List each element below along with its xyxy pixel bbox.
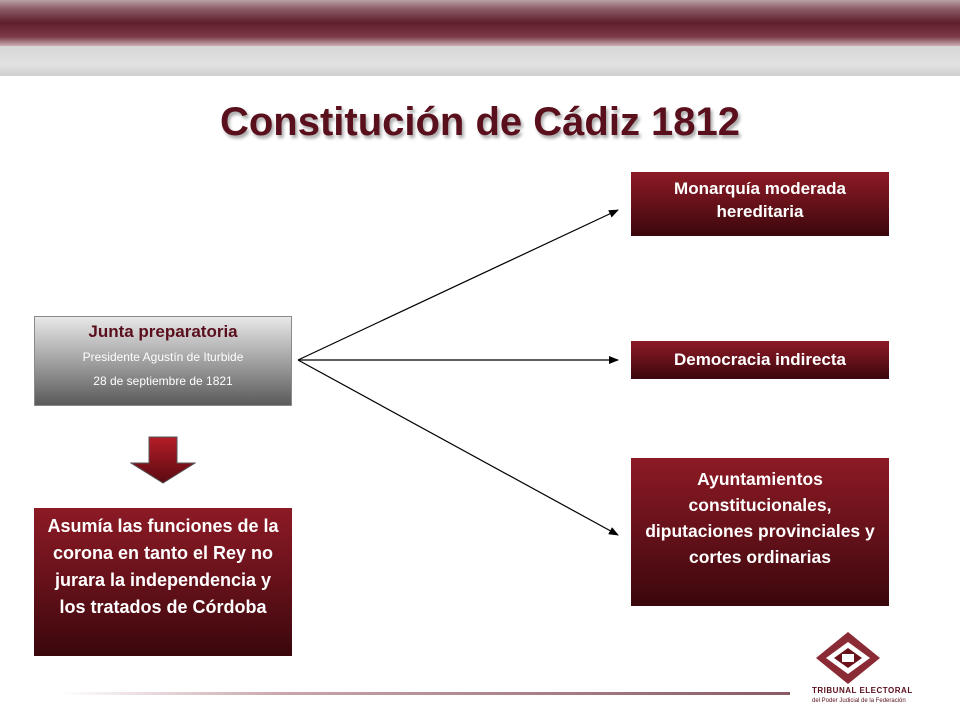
asumia-text: Asumía las funciones de la corona en tanto el Rey no jurara la independencia y los tratados de Córdoba	[47, 516, 279, 617]
logo-subtitle: del Poder Judicial de la Federación	[812, 698, 906, 704]
arrow-to-ayuntamientos	[298, 360, 618, 535]
democracia-text: Democracia indirecta	[674, 350, 846, 369]
junta-date: 28 de septiembre de 1821	[93, 374, 233, 388]
bottom-divider	[60, 692, 790, 695]
monarquia-box	[631, 172, 889, 236]
ayuntamientos-box	[631, 458, 889, 606]
junta-president: Presidente Agustín de Iturbide	[82, 350, 244, 364]
monarquia-text: Monarquía moderada hereditaria	[674, 179, 846, 221]
junta-title: Junta preparatoria	[88, 322, 238, 341]
logo-name: TRIBUNAL ELECTORAL	[812, 686, 913, 695]
slide-title: Constitución de Cádiz 1812	[219, 100, 741, 144]
democracia-box	[631, 341, 889, 379]
tribunal-electoral-logo-icon	[808, 630, 888, 686]
ayuntamientos-text: Ayuntamientos constitucionales, diputaciones provinciales y cortes ordinarias	[645, 469, 875, 567]
arrow-to-monarquia	[298, 210, 618, 360]
